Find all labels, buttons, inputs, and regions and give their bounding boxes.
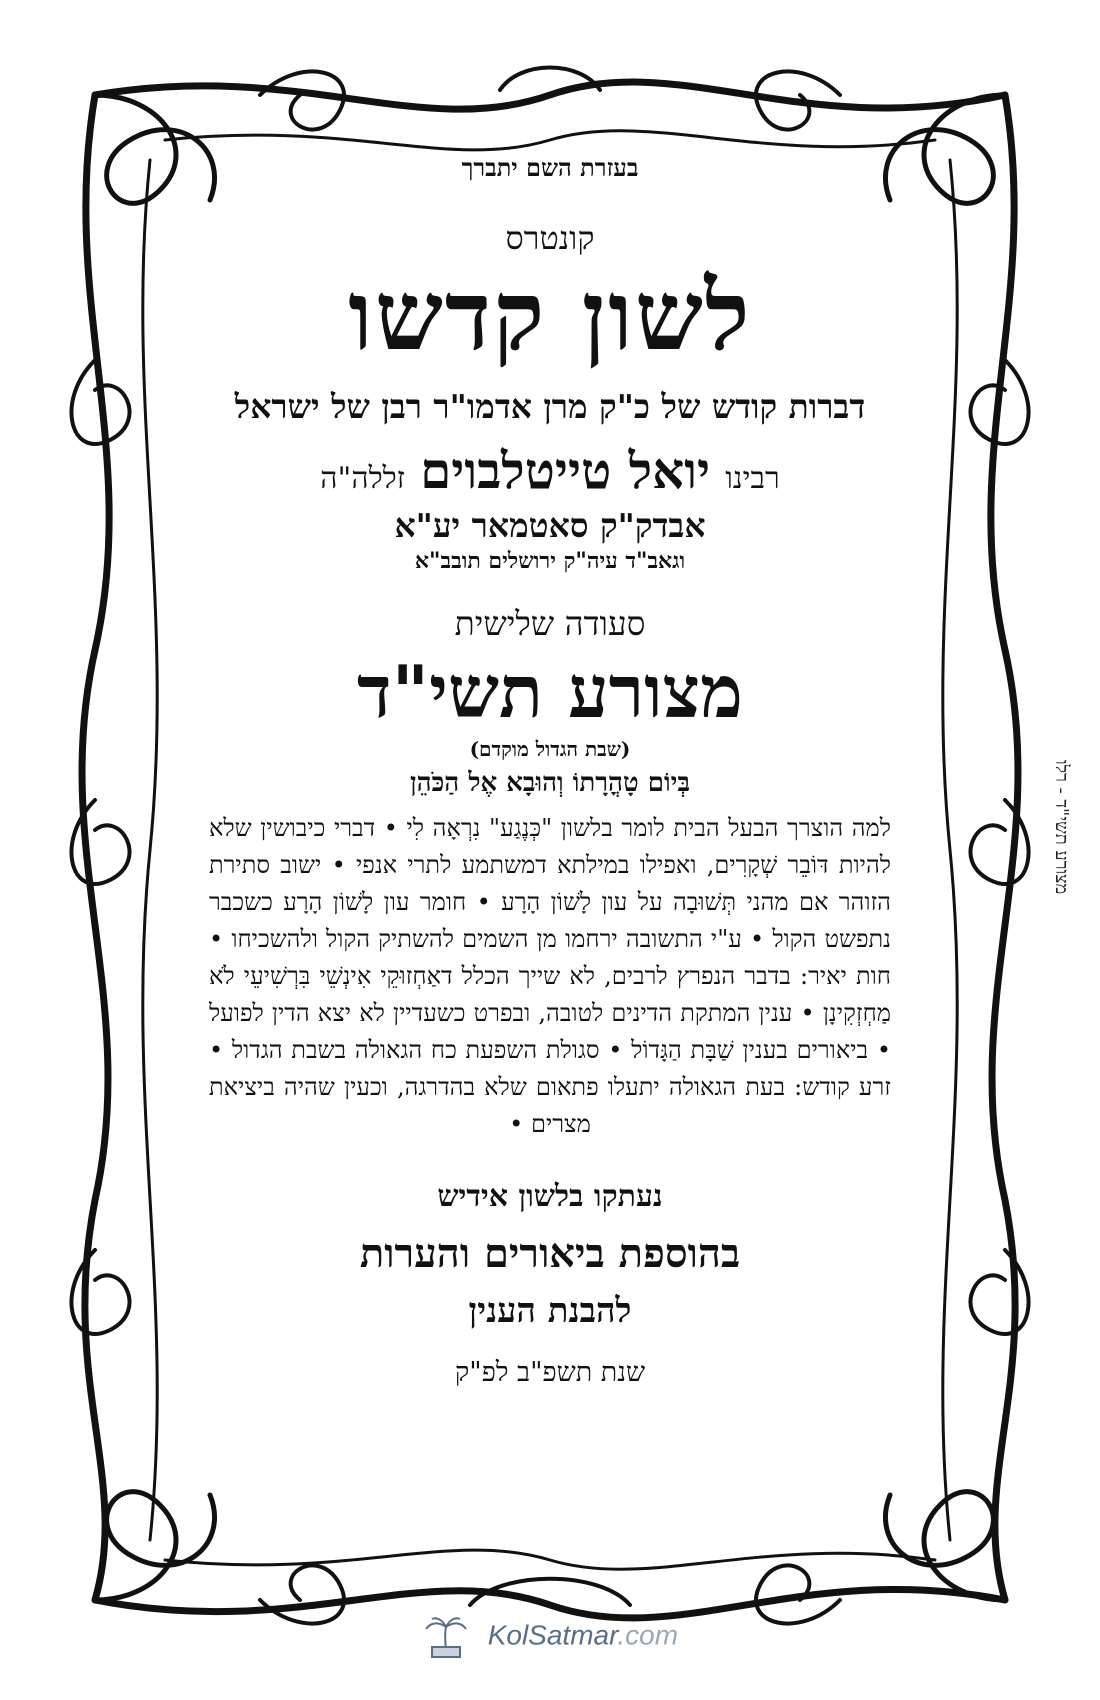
meal-label: סעודה שלישית [454,603,646,643]
verse-line: בְּיוֹם טָהֳרָתוֹ וְהוּבָא אֶל הַכֹּהֵן [410,767,690,798]
bullet-icon: • [800,998,815,1027]
summary-item: ענין המתקת הדינים לטובה, ובפרט כשעדיין לא יצא הדין לפועל [209,998,793,1027]
shabbat-note: (שבת הגדול מוקדם) [469,736,631,761]
parsha-title: מצורע תשי"ד [357,648,743,734]
summary-item: דברי כיבושין שלא להיות דּוֹבֵר שְׁקָרִים, ואפילו במילתא דמשתמע לתרי אנפי [209,813,891,879]
palm-tree-logo-icon [422,1613,470,1661]
translation-line-3: להבנת הענין [468,1290,632,1331]
summary-item: ע"י התשובה ירחמו מן השמים להשתיק הקול ולהשכיחו [231,924,742,953]
publication-year: שנת תשפ"ב לפ"ק [454,1356,646,1388]
bullet-icon: • [509,1109,524,1138]
footer-brand-suffix: .com [617,1619,679,1651]
title-prefix: קונטרס [505,219,595,257]
author-line-3: אבדק"ק סאטמאר יע"א [394,505,706,545]
blessing-header: בעזרת השם יתברך [461,153,639,182]
translation-line-1: נעתקו בלשון אידיש [437,1178,663,1214]
main-title: לשון קדשו [348,259,752,372]
translation-line-2: בהוספת ביאורים והערות [359,1229,741,1277]
side-page-label: מצורע תשי"ד - רלו [1051,760,1072,895]
summary-item: חומר עון לָשׁוֹן הָרָע כשכבר נתפשט הקול [209,887,891,953]
bullet-icon: • [209,1035,224,1064]
footer-brand[interactable] [0,1613,1100,1661]
summary-item: ישוב סתירת הזוהר אם מהני תְּשׁוּבָה על עון לָשׁוֹן הָרָע [209,850,891,916]
bullet-icon: • [209,924,224,953]
author-prefix: רבינו [725,460,780,496]
summary-item: זרע קודש: בעת הגאולה יתעלו פתאום שלא בהדרגה, וכעין שהיה ביציאת מצרים [209,1072,891,1138]
bullet-icon: • [876,1035,892,1064]
footer-brand-name: KolSatmar [487,1619,618,1651]
bullet-icon: • [383,813,398,842]
author-suffix: זללה"ה [320,460,406,496]
title-page [205,145,895,1550]
summary-item: ביאורים בענין שַׁבָּת הַגָּדוֹל [631,1035,869,1064]
bullet-icon: • [608,1035,623,1064]
author-line-1: דברות קודש של כ"ק מרן אדמו"ר רבן של ישראל [234,386,866,426]
bullet-icon: • [331,850,346,879]
author-line-2 [205,441,895,500]
summary-paragraph [209,810,891,1143]
summary-item: למה הוצרך הבעל הבית לומר בלשון "כְּנֶגַע" נִרְאָה לִי [406,813,891,842]
author-line-4: וגאב"ד עיה"ק ירושלים תובב"א [414,547,686,574]
author-name: יואל טייטלבוים [420,440,711,500]
summary-item: חות יאיר: בדבר הנפרץ לרבים, לא שייך הכלל דאַחְזוּקֵי אִינְשֵׁי בִּרְשִׁיעֵי לֹא מַחְזְקִינָן [209,961,891,1027]
summary-item: סגולת השפעת כח הגאולה בשבת הגדול [231,1035,600,1064]
bullet-icon: • [750,924,765,953]
bullet-icon: • [476,887,491,916]
